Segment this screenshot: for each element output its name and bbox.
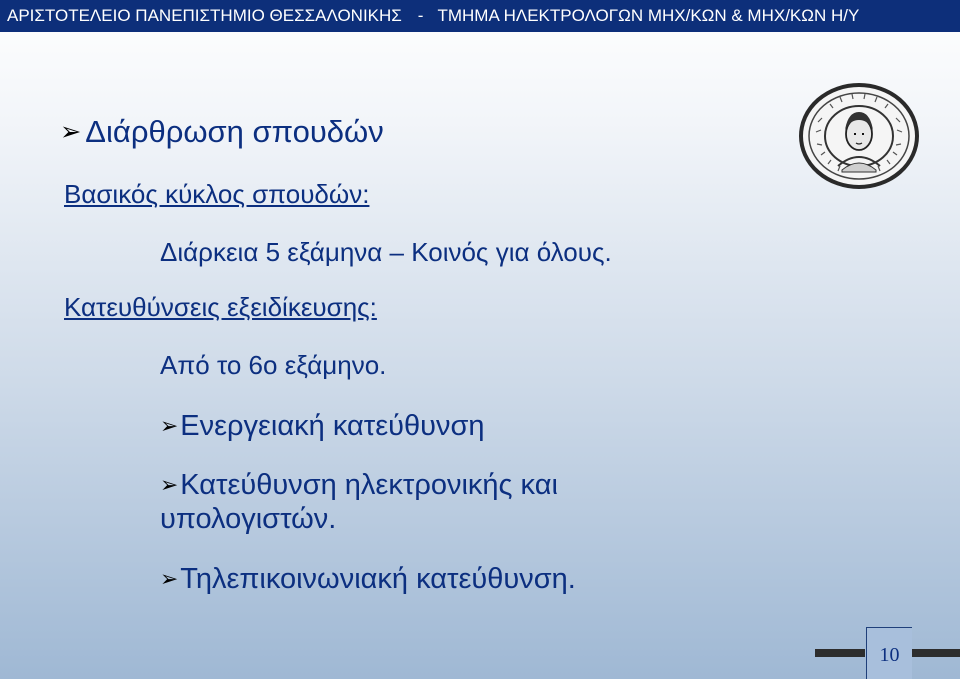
footer-rule-right xyxy=(912,649,960,657)
specializations-start: Από το 6ο εξάμηνο. xyxy=(160,350,387,380)
specialization-text: Τηλεπικοινωνιακή κατεύθυνση. xyxy=(180,563,576,595)
footer-rule-left xyxy=(815,649,865,657)
specialization-item xyxy=(160,409,485,443)
specialization-item xyxy=(160,468,680,536)
slide-heading xyxy=(60,114,384,150)
arrow-bullet-icon: ➢ xyxy=(160,472,179,497)
basic-cycle-label: Βασικός κύκλος σπουδών: xyxy=(64,179,370,209)
header-bar xyxy=(0,0,960,32)
header-university: ΑΡΙΣΤΟΤΕΛΕΙΟ ΠΑΝΕΠΙΣΤΗΜΙΟ ΘΕΣΣΑΛΟΝΙΚΗΣ xyxy=(7,6,402,25)
header-department: ΤΜΗΜΑ ΗΛΕΚΤΡΟΛΟΓΩΝ ΜΗΧ/ΚΩΝ & ΜΗΧ/ΚΩΝ Η/Υ xyxy=(437,6,860,25)
page-number: 10 xyxy=(866,627,912,679)
arrow-bullet-icon: ➢ xyxy=(160,566,179,591)
specialization-text: Ενεργειακή κατεύθυνση xyxy=(180,410,485,442)
basic-cycle-text: Διάρκεια 5 εξάμηνα – Κοινός για όλους. xyxy=(160,237,612,267)
header-separator: - xyxy=(417,6,424,25)
specialization-text: Κατεύθυνση ηλεκτρονικής και υπολογιστών. xyxy=(160,469,558,535)
university-seal-icon xyxy=(798,82,920,190)
specializations-label: Κατευθύνσεις εξειδίκευσης: xyxy=(64,292,377,322)
arrow-bullet-icon: ➢ xyxy=(60,118,82,146)
heading-text: Διάρθρωση σπουδών xyxy=(85,114,384,149)
arrow-bullet-icon: ➢ xyxy=(160,413,179,438)
specialization-item xyxy=(160,562,576,596)
